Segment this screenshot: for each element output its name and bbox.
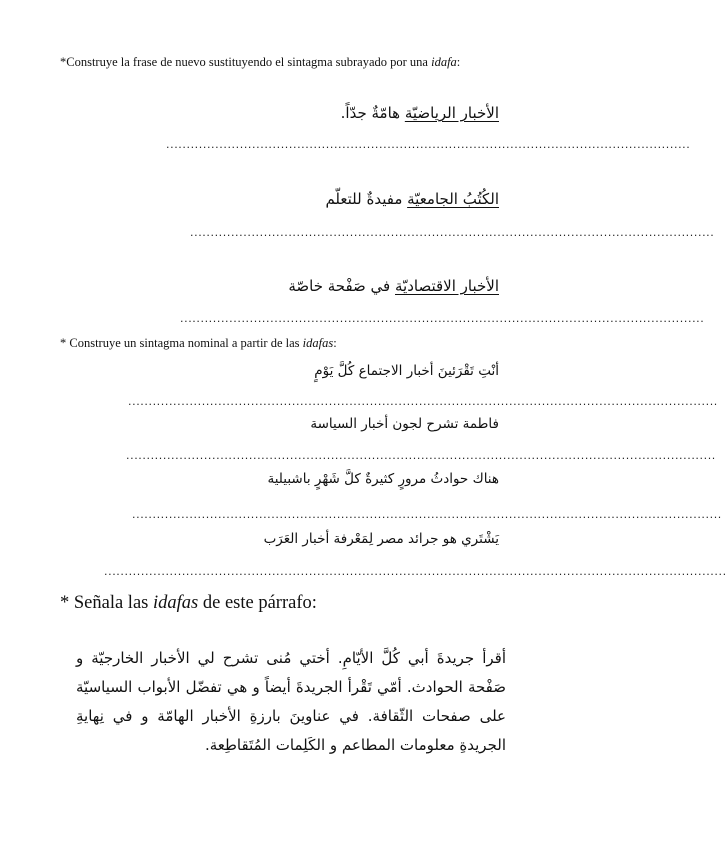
- underlined-phrase: الأخبار الاقتصاديّة: [395, 277, 499, 295]
- idafa-item-3: هناك حوادثُ مرورٍ كثيرةٌ كلَّ شَهْرٍ باشبيلية: [267, 471, 499, 487]
- instruction-1: *Construye la frase de nuevo sustituyendo el sintagma subrayado por una idafa:: [60, 55, 461, 69]
- answer-line-6[interactable]: ................................................................................................................................................: [132, 508, 722, 521]
- idafa-item-1: أنْتِ تَقْرَئينَ أخبار الاجتماع كُلَّ يَوْمٍ: [314, 363, 499, 379]
- exercise-paragraph: أقرأ جريدةَ أبي كُلَّ الأيّامِ. أختي مُنى تشرح لي الأخبار الخارجيّة و صَفْحة الحوادث. أمّي تَقْرأ الجريدةَ أيضاً و هي تفضّل الأبواب السياسيّة على صفحات الثّقافة. في عناوينَ بارزةِ الأخبار الهامّة و في نِهايةِ الجريدةِ معلومات المطاعم و الكَلِمات المُتَقاطِعة.: [76, 649, 506, 754]
- idafa-item-4: يَشْتَري هو جرائد مصر لِمَعْرفة أخبار العَرَب: [263, 531, 499, 547]
- sentence-1: الأخبار الرياضيّة هامّةٌ جدّاً.: [340, 104, 499, 122]
- answer-line-3[interactable]: ................................................................................................................................: [180, 312, 705, 325]
- answer-line-4[interactable]: ................................................................................................................................................: [128, 395, 718, 408]
- answer-line-7[interactable]: ........................................................................................................................................................: [104, 565, 727, 578]
- sentence-3: الأخبار الاقتصاديّة في صَفْحة خاصّة: [288, 277, 499, 295]
- underlined-phrase: الأخبار الرياضيّة: [404, 104, 499, 122]
- answer-line-5[interactable]: ................................................................................................................................................: [126, 449, 716, 462]
- instruction-2: * Construye un sintagma nominal a partir de las idafas:: [60, 336, 337, 350]
- answer-line-2[interactable]: ................................................................................................................................: [190, 226, 715, 239]
- underlined-phrase: الكُتُبُ الجامعيّة: [407, 190, 499, 208]
- answer-line-1[interactable]: ................................................................................................................................: [166, 138, 691, 151]
- instruction-3: * Señala las idafas de este párrafo:: [60, 593, 317, 613]
- idafa-item-2: فاطمة تشرح لجون أخبار السياسة: [310, 416, 499, 432]
- sentence-2: الكُتُبُ الجامعيّة مفيدةٌ للتعلّم: [325, 190, 499, 208]
